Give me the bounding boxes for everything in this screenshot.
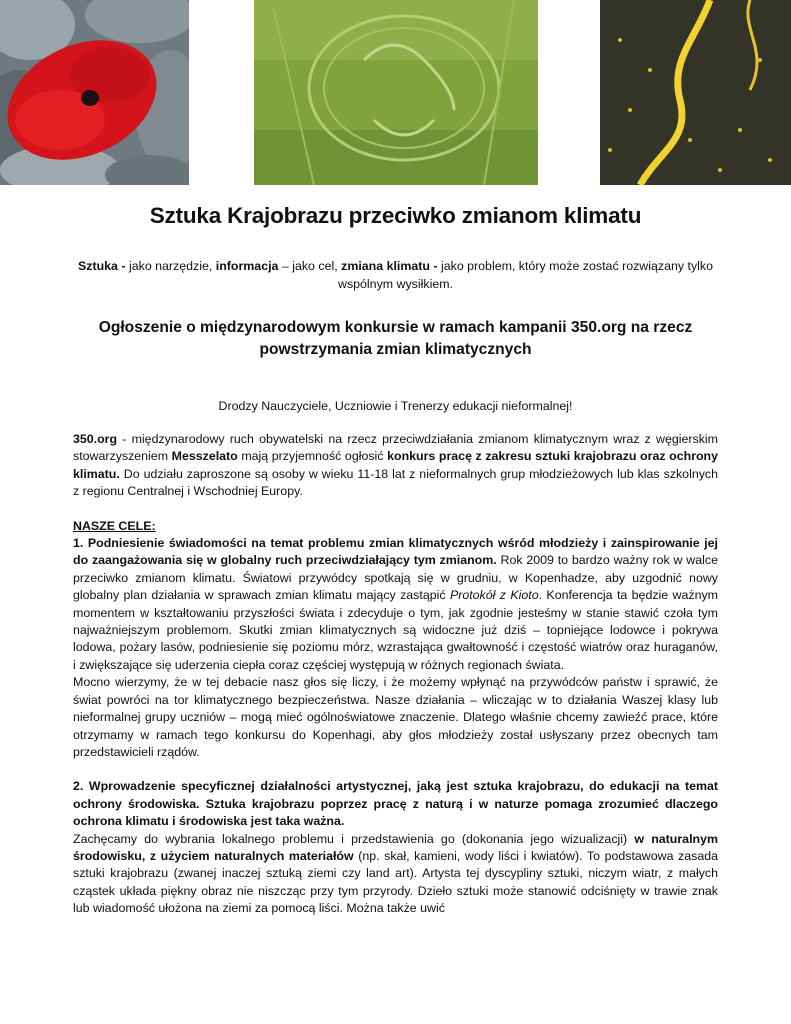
intro-text-3: Do udziału zaproszone są osoby w wieku 11-18 lat z nieformalnych grup młodzieżowych lub klas szkolnych z regionu Centralnej i Wschodniej Europy. [73,466,718,499]
intro-text-2: mają przyjemność ogłosić [237,449,388,464]
spacer [73,761,718,778]
subtitle-text-2: – jako cel, [278,259,342,273]
document-body [73,203,718,918]
announcement-heading: Ogłoszenie o międzynarodowym konkursie w ramach kampanii 350.org na rzecz powstrzymania zmian klimatycznych [98,319,693,358]
page-title: Sztuka Krajobrazu przeciwko zmianom klimatu [149,203,642,228]
greeting: Drodzy Nauczyciele, Uczniowie i Trenerzy edukacji nieformalnej! [218,399,573,413]
subtitle [73,257,718,293]
intro-partner-name: Messzelato [171,449,238,464]
goal-2-text-1: Zachęcamy do wybrania lokalnego problemu i przedstawienia go (dokonania jego wizualizacji) [73,831,635,846]
goal-1-kyoto: Protokół z Kioto [449,588,539,603]
subtitle-bold-1: Sztuka - [78,259,126,273]
subtitle-text-3: jako problem, który może zostać rozwiązany tylko wspólnym wysiłkiem. [338,259,713,291]
goal-1-paragraph-2: Mocno wierzymy, że w tej debacie nasz głos się liczy, i że możemy wpłynąć na przywódców państw i sprawić, że świat powróci na tor klimatycznego bezpieczeństwa. Nasze działania – wliczając w to działania Waszej klasy lub nieformalnej grupy uczniów – mogą mieć ogólnoświatowe znaczenie. Dlatego właśnie chcemy zawieźć prace, które otrzymamy w ramach tego konkursu do Kopenhagi, aby głos młodzieży został usłyszany przez obecnych tam przedstawicieli rządów. [73,675,718,759]
intro-contest-name: konkurs pracę z zakresu sztuki krajobrazu oraz ochrony klimatu. [73,449,719,481]
goal-2-heading: 2. Wprowadzenie specyficznej działalności artystycznej, jaką jest sztuka krajobrazu, do edukacji na temat ochrony środowiska. Sztuka krajobrazu poprzez pracę z naturą i w naturze pomaga zrozumieć dlaczego ochrona klimatu i środowiska jest taka ważna. [73,779,718,829]
subtitle-bold-2: informacja [215,259,279,273]
goal-1-paragraph [73,535,718,674]
goal-1-text-2: . Konferencja ta będzie ważnym momentem w kształtowaniu przyszłości świata i zdecyduje o tym, jak zgodnie jesteśmy w stanie stawić czoła tym najważniejszym problemom. Skutki zmian klimatycznych są widoczne już dziś – topniejące lodowce i pokrywa lodowa, pożary lasów, podniesienie się poziomu mórz, wzrastająca gwałtowność i częstość wiatrów oraz huraganów, i zwiększające się uderzenia ciepła coraz częściej występują w różnych regionach świata. [73,588,719,672]
red-leaves-image [0,0,189,185]
photo-yellow-flower-path [600,0,791,185]
subtitle-bold-3: zmiana klimatu - [341,259,438,273]
yellow-flowers-image [600,0,791,185]
goal-2-bold: w naturalnym środowisku, z użyciem naturalnych materiałów [73,831,718,863]
goal-2-text-2: (np. skał, kamieni, wody liści i kwiatów). To podstawowa zasada sztuki krajobrazu (zwanej inaczej sztuką ziemi czy land art). Artysta tej dyscypliny sztuki, niczym wiatr, z małych cząstek układa piękny obraz nie niszcząc przy tym przyrody. Dzieło sztuki może stanowić odciśnięty w trawie znak lub wiadomość ułożona na ziemi za pomocą liści. Można także uwić [73,848,718,916]
photo-grass-land-art [254,0,538,185]
goal-2-paragraph [73,778,718,917]
subtitle-text-1: jako narzędzie, [125,259,216,273]
spacer [73,501,718,518]
intro-paragraph [73,431,718,501]
intro-text-1: - międzynarodowy ruch obywatelski na rzecz przeciwdziałania zmianom klimatycznym wraz z węgierskim stowarzyszeniem [73,432,718,464]
goals-heading: NASZE CELE: [73,518,156,533]
grass-circle-image [254,0,538,185]
goal-1-heading: 1. Podniesienie świadomości na temat problemu zmian klimatycznych wśród młodzieży i zainspirowanie jej do zaangażowania się w globalny ruch przeciwdziałający tym zmianom. [73,536,718,568]
photo-red-leaves-on-rocks [0,0,189,185]
intro-org-name: 350.org [73,432,118,446]
goal-1-text-1: Rok 2009 to bardzo ważny rok w walce przeciwko zmianom klimatu. Światowi przywódcy spotkają się w grudniu, w Kopenhadze, aby uzgodnić nowy globalny plan działania w sprawach zmian klimatu mający zastąpić [73,553,718,603]
header-photos [0,0,791,186]
